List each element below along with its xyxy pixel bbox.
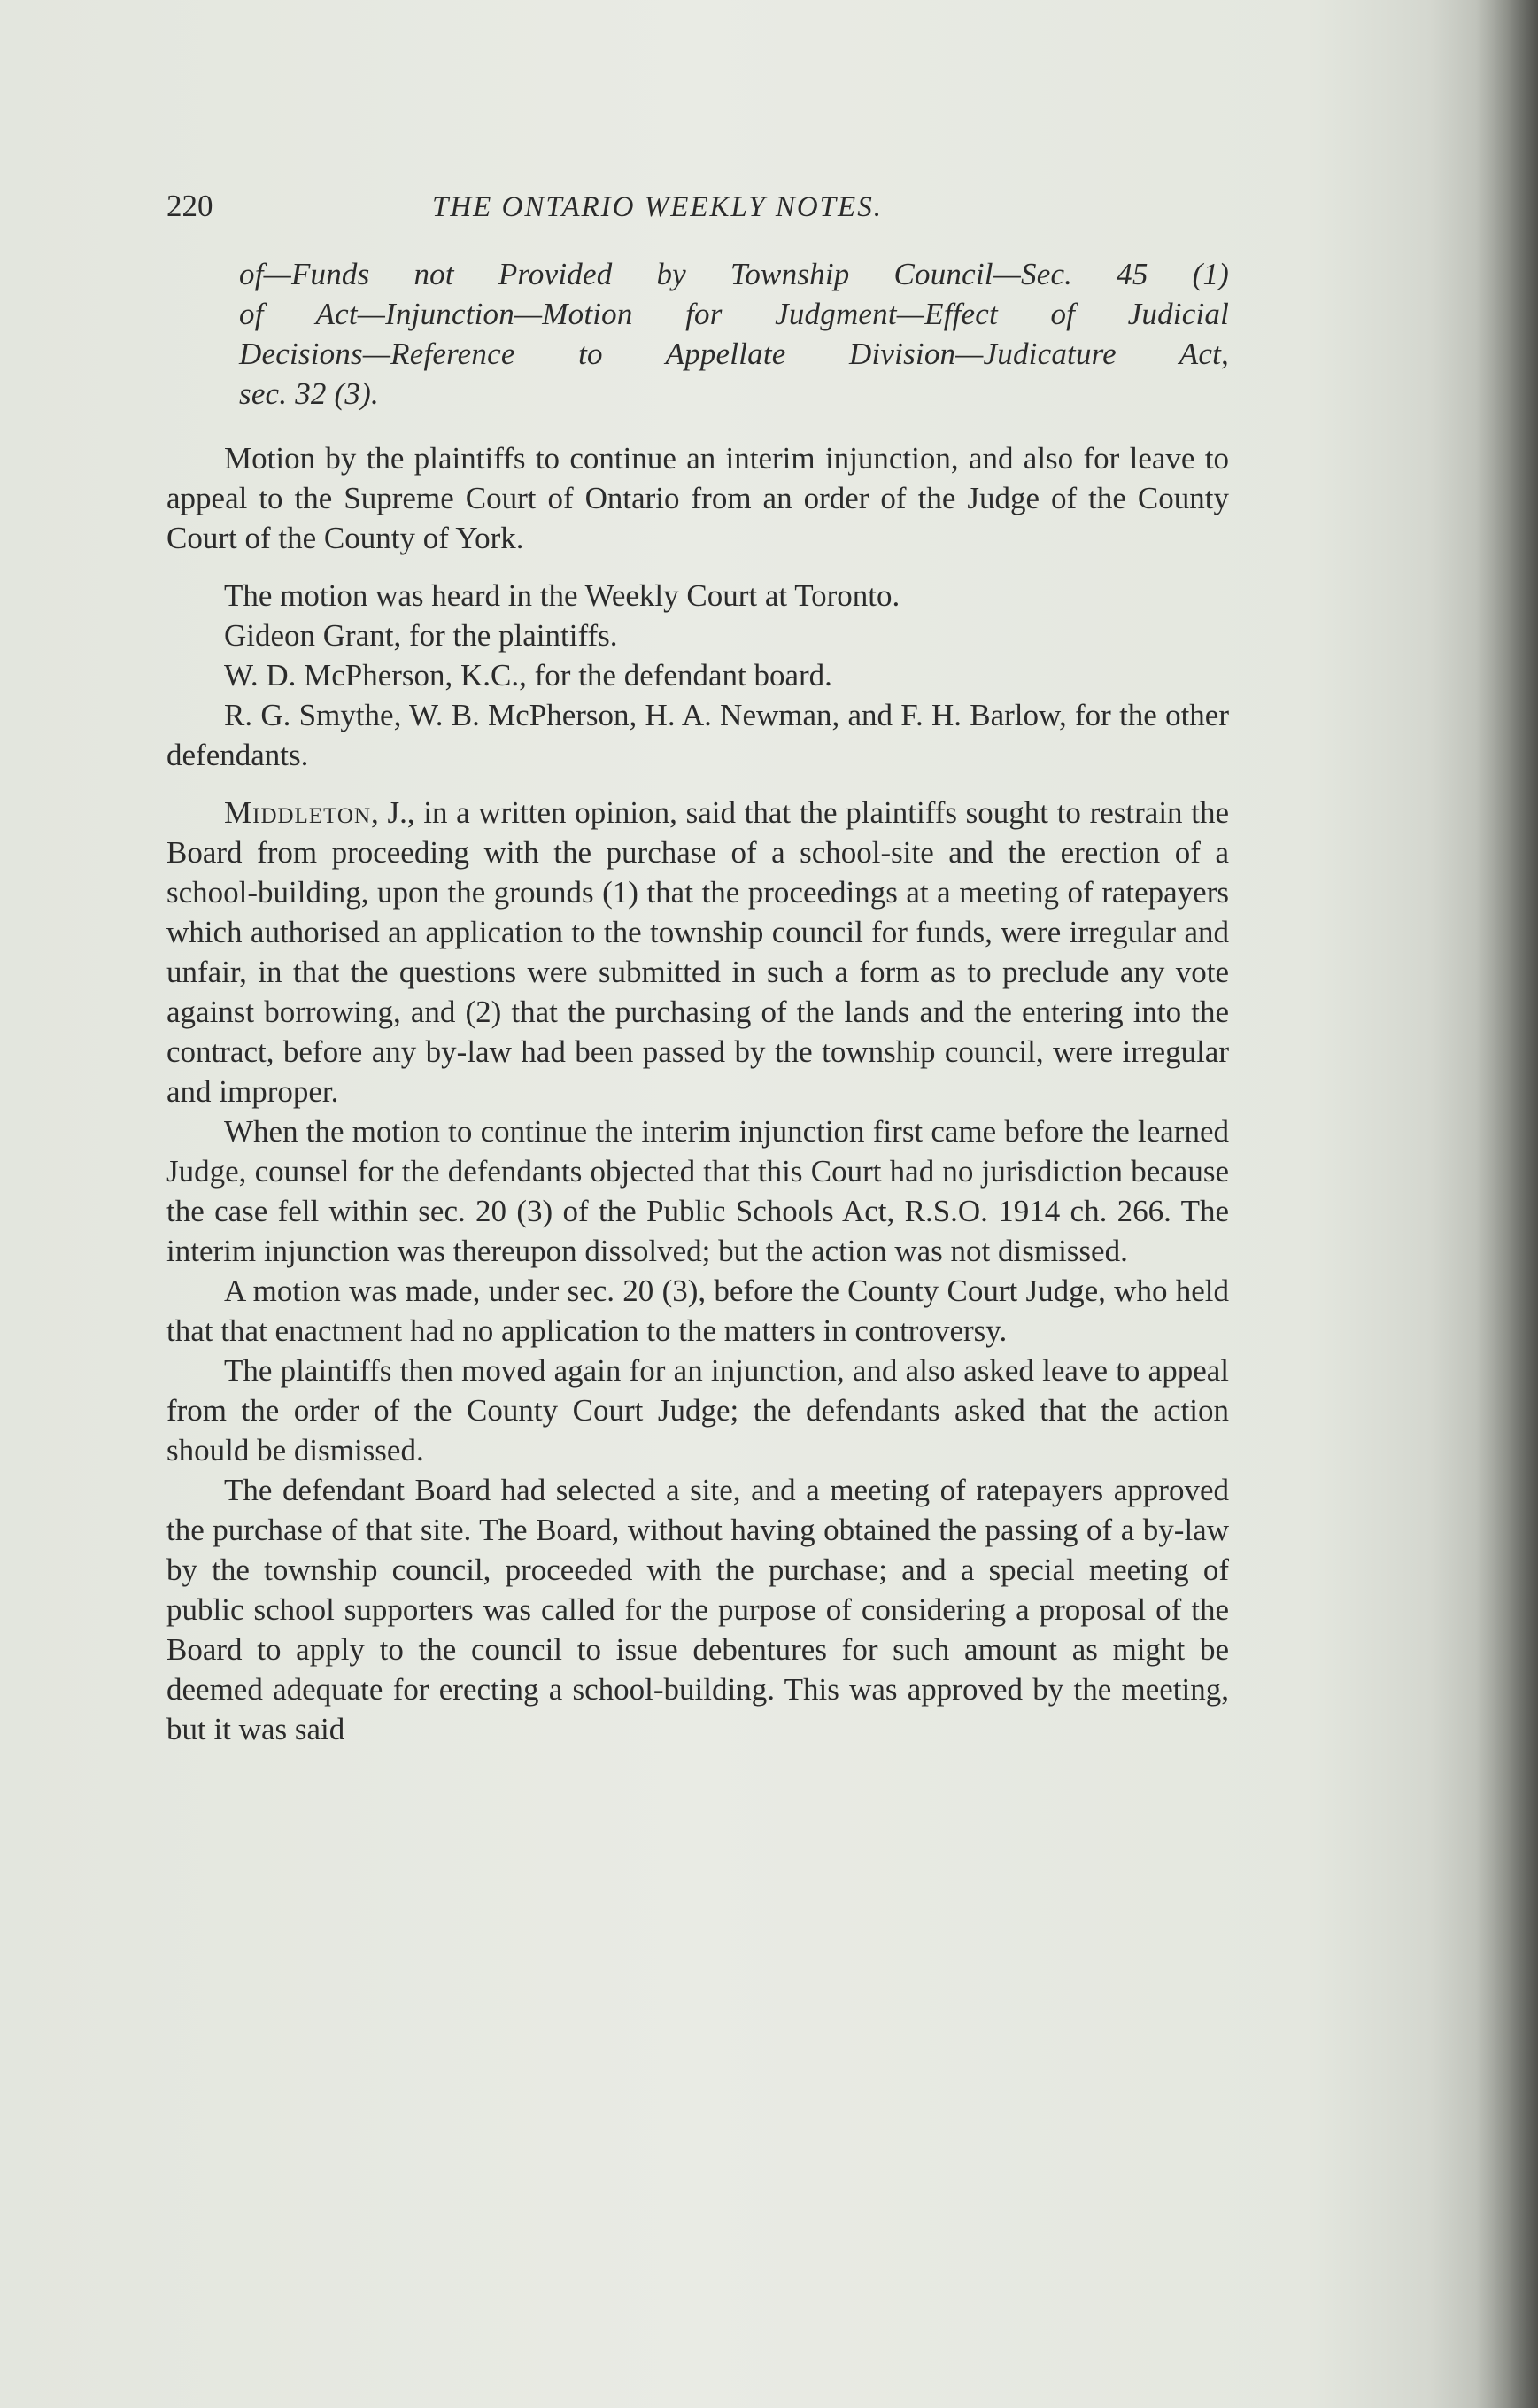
counsel-line: Gideon Grant, for the plaintiffs. bbox=[224, 618, 618, 653]
running-head: THE ONTARIO WEEKLY NOTES. bbox=[432, 191, 883, 223]
counsel-line: W. D. McPherson, K.C., for the defendant board. bbox=[224, 658, 832, 693]
headnote-line: of—Funds not Provided by Township Council—Sec. 45 (1) bbox=[239, 257, 1229, 291]
page-spine-shadow bbox=[1476, 0, 1538, 2408]
headnote-line: sec. 32 (3). bbox=[239, 376, 379, 411]
judgment-paragraph: When the motion to continue the interim injunction first came before the learned Judge, counsel for the defendants objected that this Court had no jurisdiction because the case fell within sec. 20 (3) of the Public Schools Act, R.S.O. 1914 ch. 266. The interim injunction was thereupon dissolved; but the action was not dismissed. bbox=[166, 1114, 1229, 1268]
page-header bbox=[166, 186, 1229, 228]
judgment-paragraph: A motion was made, under sec. 20 (3), before the County Court Judge, who held that that enactment had no application to the matters in controversy. bbox=[166, 1274, 1229, 1348]
headnote-line: of Act—Injunction—Motion for Judgment—Effect of Judicial bbox=[239, 297, 1229, 331]
judgment-opening bbox=[166, 793, 1229, 1111]
headnote-line: Decisions—Reference to Appellate Division—Judicature Act, bbox=[239, 337, 1229, 371]
judgment-paragraph: The defendant Board had selected a site, and a meeting of ratepayers approved the purchase of that site. The Board, without having obtained the passing of a by-law by the township council, proceeded with the purchase; and a special meeting of public school supporters was called for the purpose of considering a proposal of the Board to apply to the council to issue debentures for such amount as might be deemed adequate for erecting a school-building. This was approved by the meeting, but it was said bbox=[166, 1473, 1229, 1746]
headnote bbox=[166, 254, 1229, 414]
judgment-paragraph: The plaintiffs then moved again for an injunction, and also asked leave to appeal from the order of the County Court Judge; the defendants asked that the action should be dismissed. bbox=[166, 1353, 1229, 1467]
judge-name: Middleton bbox=[224, 795, 372, 830]
counsel-line: R. G. Smythe, W. B. McPherson, H. A. Newman, and F. H. Barlow, for the other defendants. bbox=[166, 698, 1229, 772]
page-content bbox=[166, 186, 1229, 1749]
intro-paragraph: Motion by the plaintiffs to continue an interim injunction, and also for leave to appeal to the Supreme Court of Ontario from an order of the Judge of the County Court of the County of York. bbox=[166, 441, 1229, 555]
judgment-opening-text: , J., in a written opinion, said that the plaintiffs sought to restrain the Board from proceeding with the purchase of a school-site and the erection of a school-building, upon the grounds (1) that the proceedings at a meeting of ratepayers which authorised an application to the township council for funds, were irregular and unfair, in that the questions were submitted in such a form as to preclude any vote against borrowing, and (2) that the purchasing of the lands and the entering into the contract, before any by-law had been passed by the township council, were irregular and improper. bbox=[166, 795, 1229, 1109]
hearing-note: The motion was heard in the Weekly Court at Toronto. bbox=[224, 578, 900, 613]
page-number: 220 bbox=[166, 189, 213, 223]
